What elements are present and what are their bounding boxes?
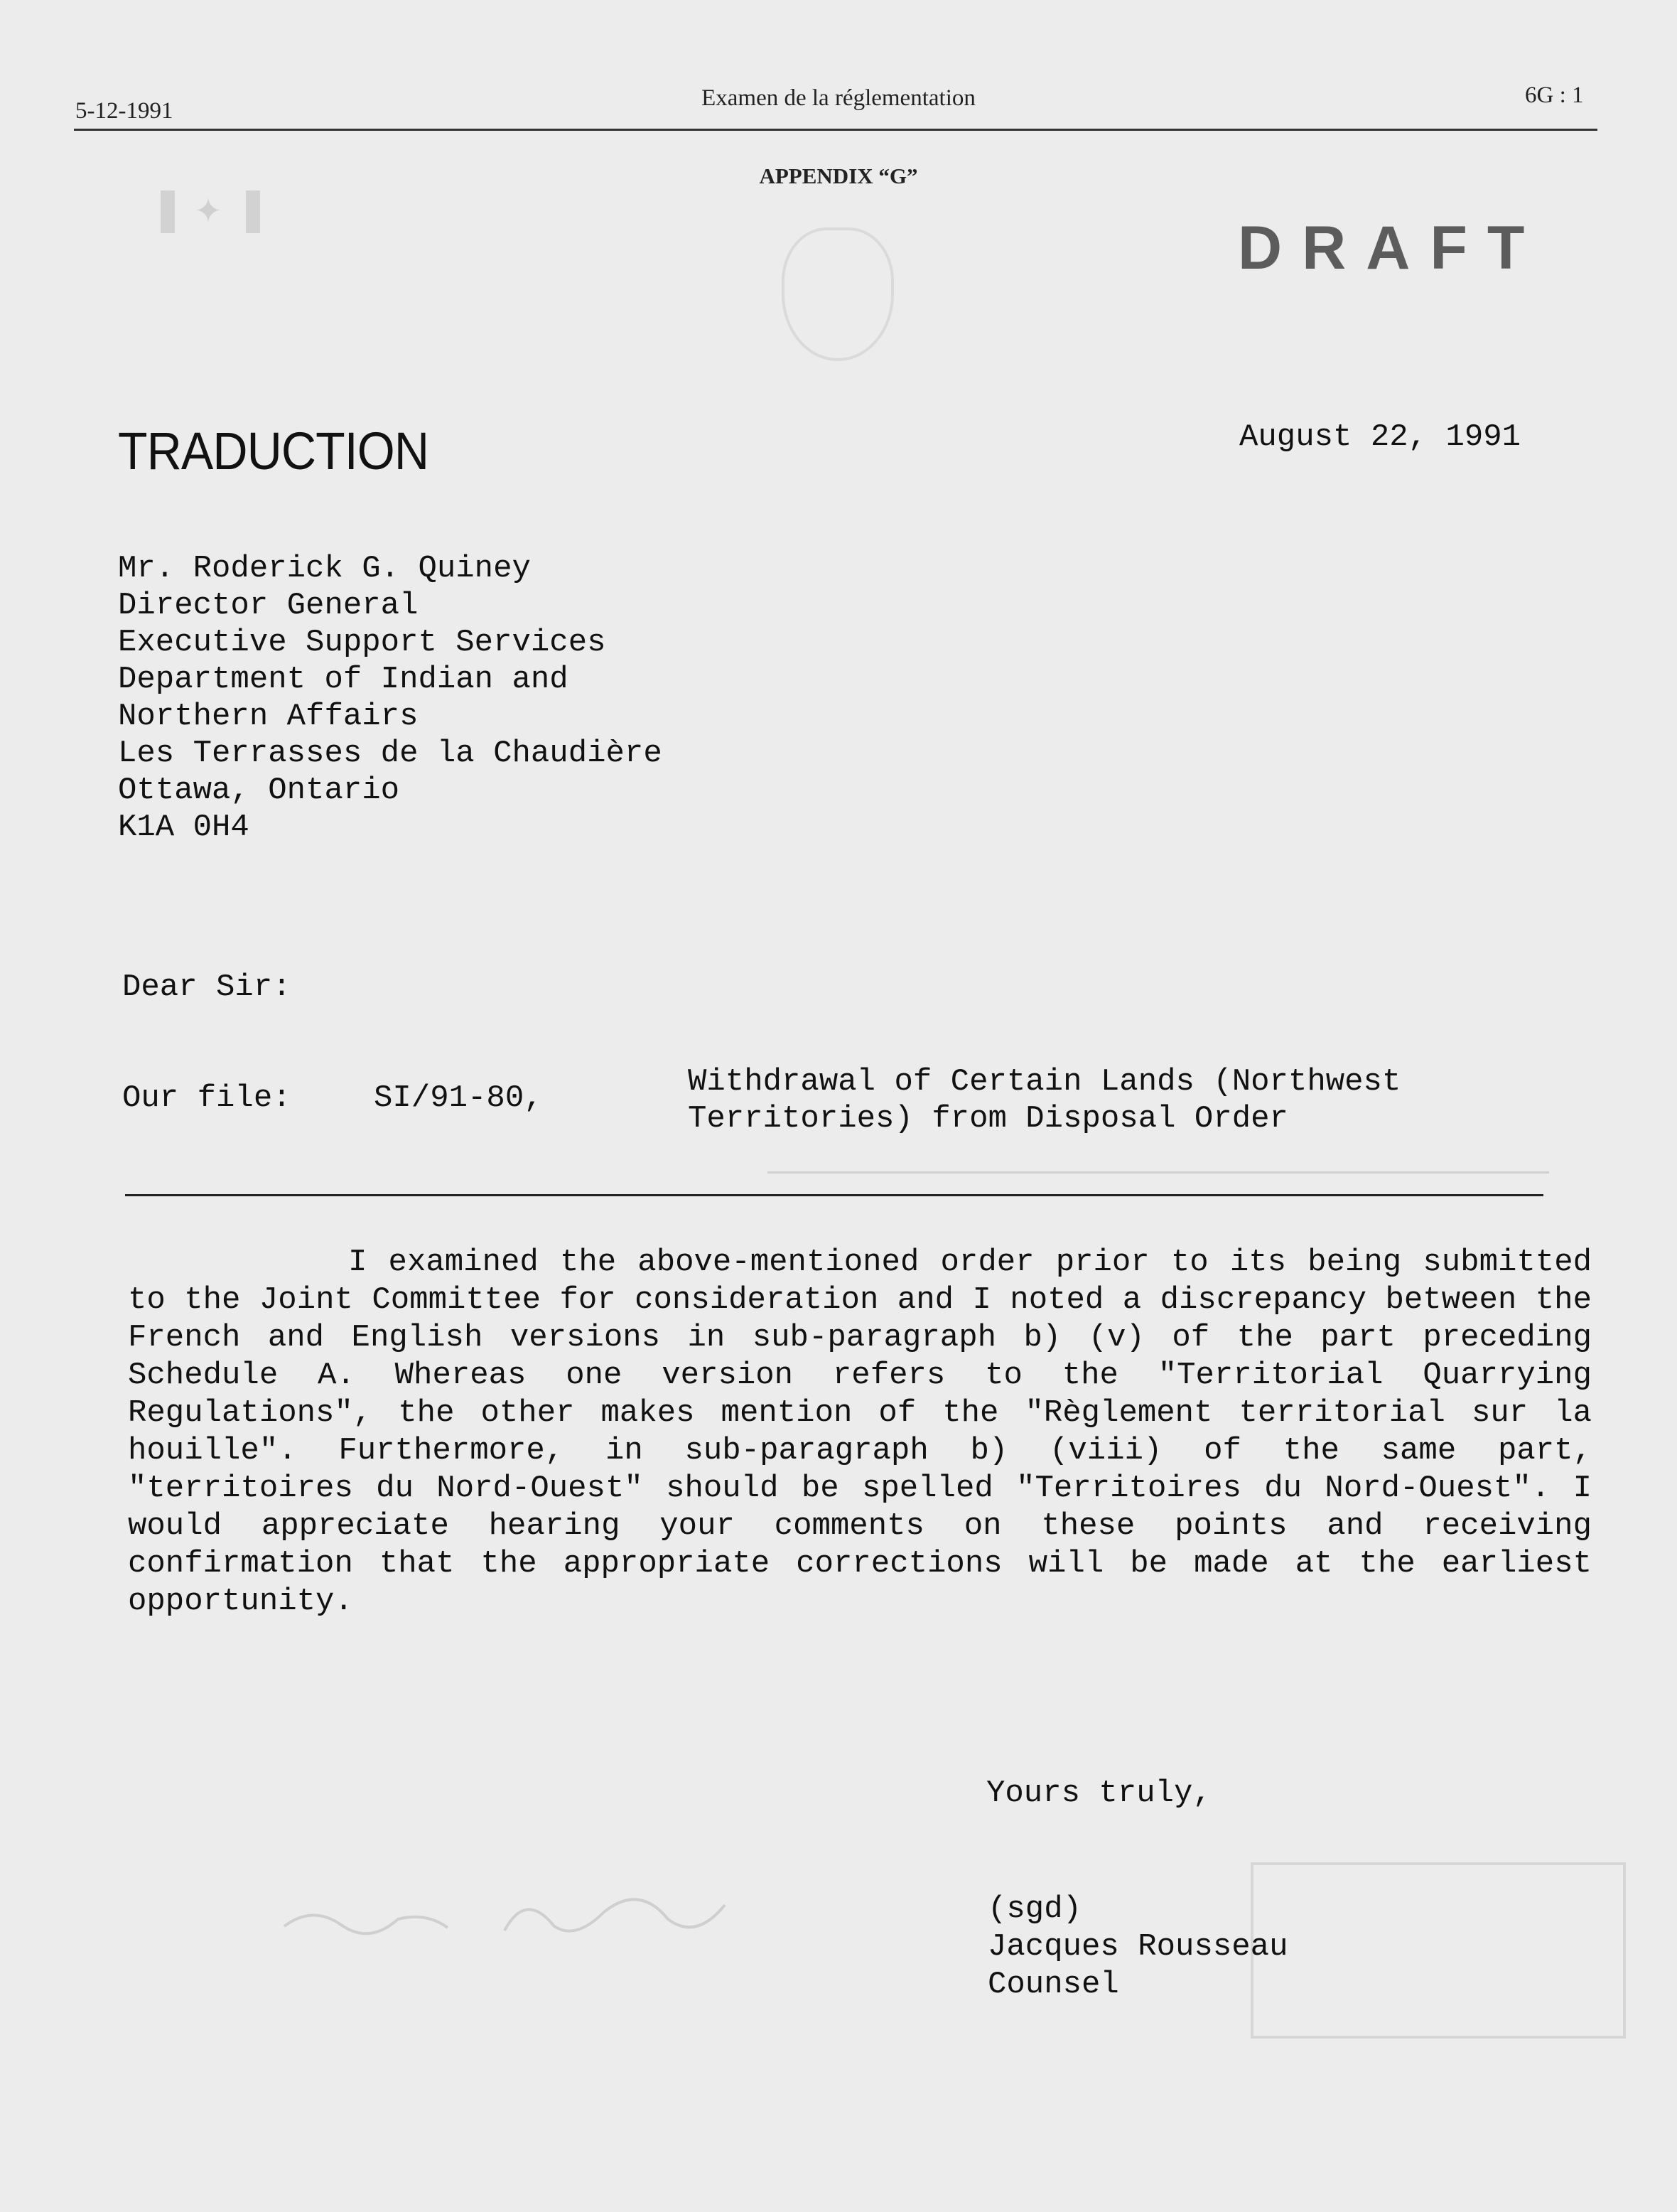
file-number: SI/91-80, bbox=[374, 1080, 543, 1116]
appendix-title: APPENDIX “G” bbox=[759, 163, 918, 188]
recipient-title: Director General bbox=[118, 588, 419, 623]
recipient-department-1: Department of Indian and bbox=[118, 662, 568, 697]
recipient-unit: Executive Support Services bbox=[118, 625, 606, 660]
letter-body bbox=[128, 1244, 1592, 1621]
salutation: Dear Sir: bbox=[122, 970, 291, 1005]
recipient-department-2: Northern Affairs bbox=[118, 699, 419, 734]
file-label: Our file: bbox=[122, 1080, 291, 1116]
signature-scribble bbox=[270, 1862, 810, 1962]
file-title-line-2: Territories) from Disposal Order bbox=[688, 1101, 1288, 1137]
recipient-address bbox=[118, 550, 662, 846]
header-page-ref: 6G : 1 bbox=[1525, 82, 1584, 108]
draft-stamp: DRAFT bbox=[1238, 214, 1545, 282]
header-rule bbox=[74, 129, 1597, 131]
signature-block bbox=[988, 1891, 1288, 2004]
recipient-building: Les Terrasses de la Chaudière bbox=[118, 736, 662, 771]
body-paragraph: I examined the above-mentioned order prior to its being submitted to the Joint Committee for consideration and I noted a discrepancy between the French and English versions in sub-paragraph b) (v) of the part preceding Schedule A. Whereas one version refers to the "Territorial Quarrying Regulations", the other makes mention of the "Règlement territorial sur la houille". Furthermore, in sub-paragraph b) (viii) of the same part, "territoires du Nord-Ouest" should be spelled "Territoires du Nord-Ouest". I would appreciate hearing your comments on these points and receiving confirmation that the appropriate corrections will be made at the earliest opportunity. bbox=[128, 1245, 1592, 1619]
signatory-name: Jacques Rousseau bbox=[988, 1929, 1288, 1965]
coat-of-arms-icon bbox=[782, 227, 894, 361]
file-title bbox=[688, 1063, 1597, 1137]
bleed-through-stamp-box bbox=[1251, 1862, 1626, 2039]
recipient-postal-code: K1A 0H4 bbox=[118, 810, 249, 845]
header-title: Examen de la réglementation bbox=[701, 85, 976, 111]
signatory-role: Counsel bbox=[988, 1967, 1119, 2002]
subject-rule bbox=[125, 1194, 1543, 1196]
letter-date: August 22, 1991 bbox=[1239, 419, 1521, 455]
file-title-line-1: Withdrawal of Certain Lands (Northwest bbox=[688, 1064, 1401, 1100]
translation-mark: TRADUCTION bbox=[118, 422, 429, 480]
header-date: 5-12-1991 bbox=[75, 98, 173, 124]
signature-sgd: (sgd) bbox=[988, 1891, 1082, 1927]
bleed-through-rule bbox=[767, 1171, 1549, 1174]
recipient-city: Ottawa, Ontario bbox=[118, 773, 400, 808]
recipient-name: Mr. Roderick G. Quiney bbox=[118, 551, 531, 586]
canada-flag-icon: ✦ bbox=[161, 190, 260, 233]
closing: Yours truly, bbox=[986, 1776, 1212, 1811]
